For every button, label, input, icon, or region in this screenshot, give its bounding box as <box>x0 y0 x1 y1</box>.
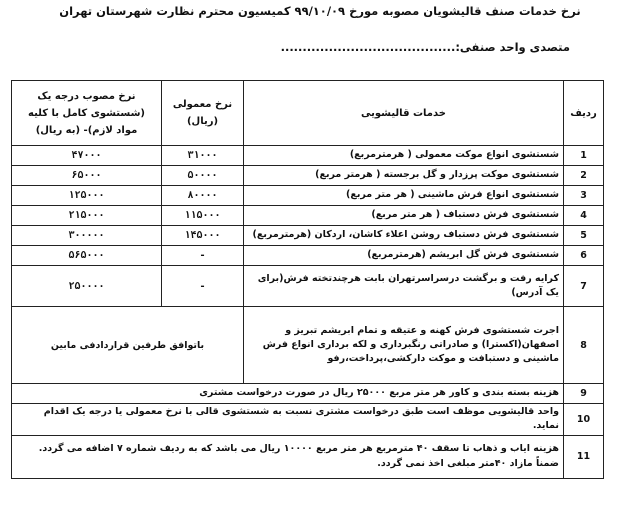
row-number: 2 <box>564 166 604 186</box>
row-number: 7 <box>564 266 604 307</box>
row-number: 6 <box>564 246 604 266</box>
row-number: 5 <box>564 226 604 246</box>
header-row-number: ردیف <box>564 81 604 146</box>
row-number: 9 <box>564 384 604 404</box>
header-normal-rate: نرخ معمولی (ریال) <box>162 81 244 146</box>
service-cell: شستشوی موکت پرزدار و گل برجسته ( هرمتر مربع) <box>244 166 564 186</box>
normal-rate-cell: ۵۰۰۰۰ <box>162 166 244 186</box>
table-row <box>12 435 604 478</box>
normal-rate-cell: ۸۰۰۰۰ <box>162 186 244 206</box>
table-row <box>12 307 604 384</box>
table-row <box>12 146 604 166</box>
row-number: 8 <box>564 307 604 384</box>
service-cell: شستشوی فرش دستباف روشن اعلاء کاشان، اردکان (هرمترمربع) <box>244 226 564 246</box>
table-header-row <box>12 81 604 146</box>
business-operator-line: متصدی واحد صنفی:........................................ <box>280 40 570 54</box>
normal-rate-cell: ۳۱۰۰۰ <box>162 146 244 166</box>
row-number: 11 <box>564 435 604 478</box>
note-cell: هزینه ایاب و ذهاب تا سقف ۴۰ مترمربع هر متر مربع ۱۰۰۰۰ ریال می باشد که به ردیف شماره ۷ اضافه می گردد. ضمناً مازاد ۴۰متر مبلغی اخذ نمی گردد. <box>12 435 564 478</box>
header-grade1-rate: نرخ مصوب درجه یک (شستشوی کامل با کلیه مواد لازم)- (به ریال) <box>12 81 162 146</box>
normal-rate-cell: ۱۱۵۰۰۰ <box>162 206 244 226</box>
grade1-rate-cell: ۵۶۵۰۰۰ <box>12 246 162 266</box>
service-cell: شستشوی انواع موکت معمولی ( هرمترمربع) <box>244 146 564 166</box>
table-row <box>12 166 604 186</box>
service-cell: شستشوی انواع فرش ماشینی ( هر متر مربع) <box>244 186 564 206</box>
row-number: 4 <box>564 206 604 226</box>
grade1-rate-cell: ۳۰۰۰۰۰ <box>12 226 162 246</box>
row-number: 10 <box>564 404 604 436</box>
note-cell: واحد قالیشویی موظف است طبق درخواست مشتری نسبت به شستشوی قالی با نرخ معمولی یا درجه یک اقدام نماید. <box>12 404 564 436</box>
grade1-rate-cell: ۶۵۰۰۰ <box>12 166 162 186</box>
table-row <box>12 226 604 246</box>
table-row <box>12 384 604 404</box>
document-title: نرخ خدمات صنف قالیشویان مصوبه مورخ ۹۹/۱۰/۰۹ کمیسیون محترم نظارت شهرستان تهران <box>59 4 581 18</box>
table-row <box>12 404 604 436</box>
header-service: خدمات قالیشویی <box>244 81 564 146</box>
table-row <box>12 266 604 307</box>
grade1-rate-cell: ۲۱۵۰۰۰ <box>12 206 162 226</box>
table-row <box>12 246 604 266</box>
grade1-rate-cell: ۴۷۰۰۰ <box>12 146 162 166</box>
note-cell: هزینه بسته بندی و کاور هر متر مربع ۲۵۰۰۰ ریال در صورت درخواست مشتری <box>12 384 564 404</box>
service-cell: اجرت شستشوی فرش کهنه و عتیقه و تمام ابریشم تبریز و اصفهان(اکسترا) و صادراتی رنگبرداری و لکه برداری انواع فرش ماشینی و دستبافت و موکت دارکشی،پرداخت،رفو <box>244 307 564 384</box>
grade1-rate-cell: ۲۵۰۰۰۰ <box>12 266 162 307</box>
agreement-cell: باتوافق طرفین قراردادفی مابین <box>12 307 244 384</box>
service-cell: شستشوی فرش دستباف ( هر متر مربع) <box>244 206 564 226</box>
table-row <box>12 186 604 206</box>
row-number: 3 <box>564 186 604 206</box>
grade1-rate-cell: ۱۲۵۰۰۰ <box>12 186 162 206</box>
table-row <box>12 206 604 226</box>
normal-rate-cell: ۱۴۵۰۰۰ <box>162 226 244 246</box>
service-cell: کرایه رفت و برگشت درسراسرتهران بابت هرچندتخته فرش(برای یک آدرس) <box>244 266 564 307</box>
row-number: 1 <box>564 146 604 166</box>
price-table <box>11 80 604 479</box>
normal-rate-cell: - <box>162 266 244 307</box>
normal-rate-cell: - <box>162 246 244 266</box>
service-cell: شستشوی فرش گل ابریشم (هرمترمربع) <box>244 246 564 266</box>
